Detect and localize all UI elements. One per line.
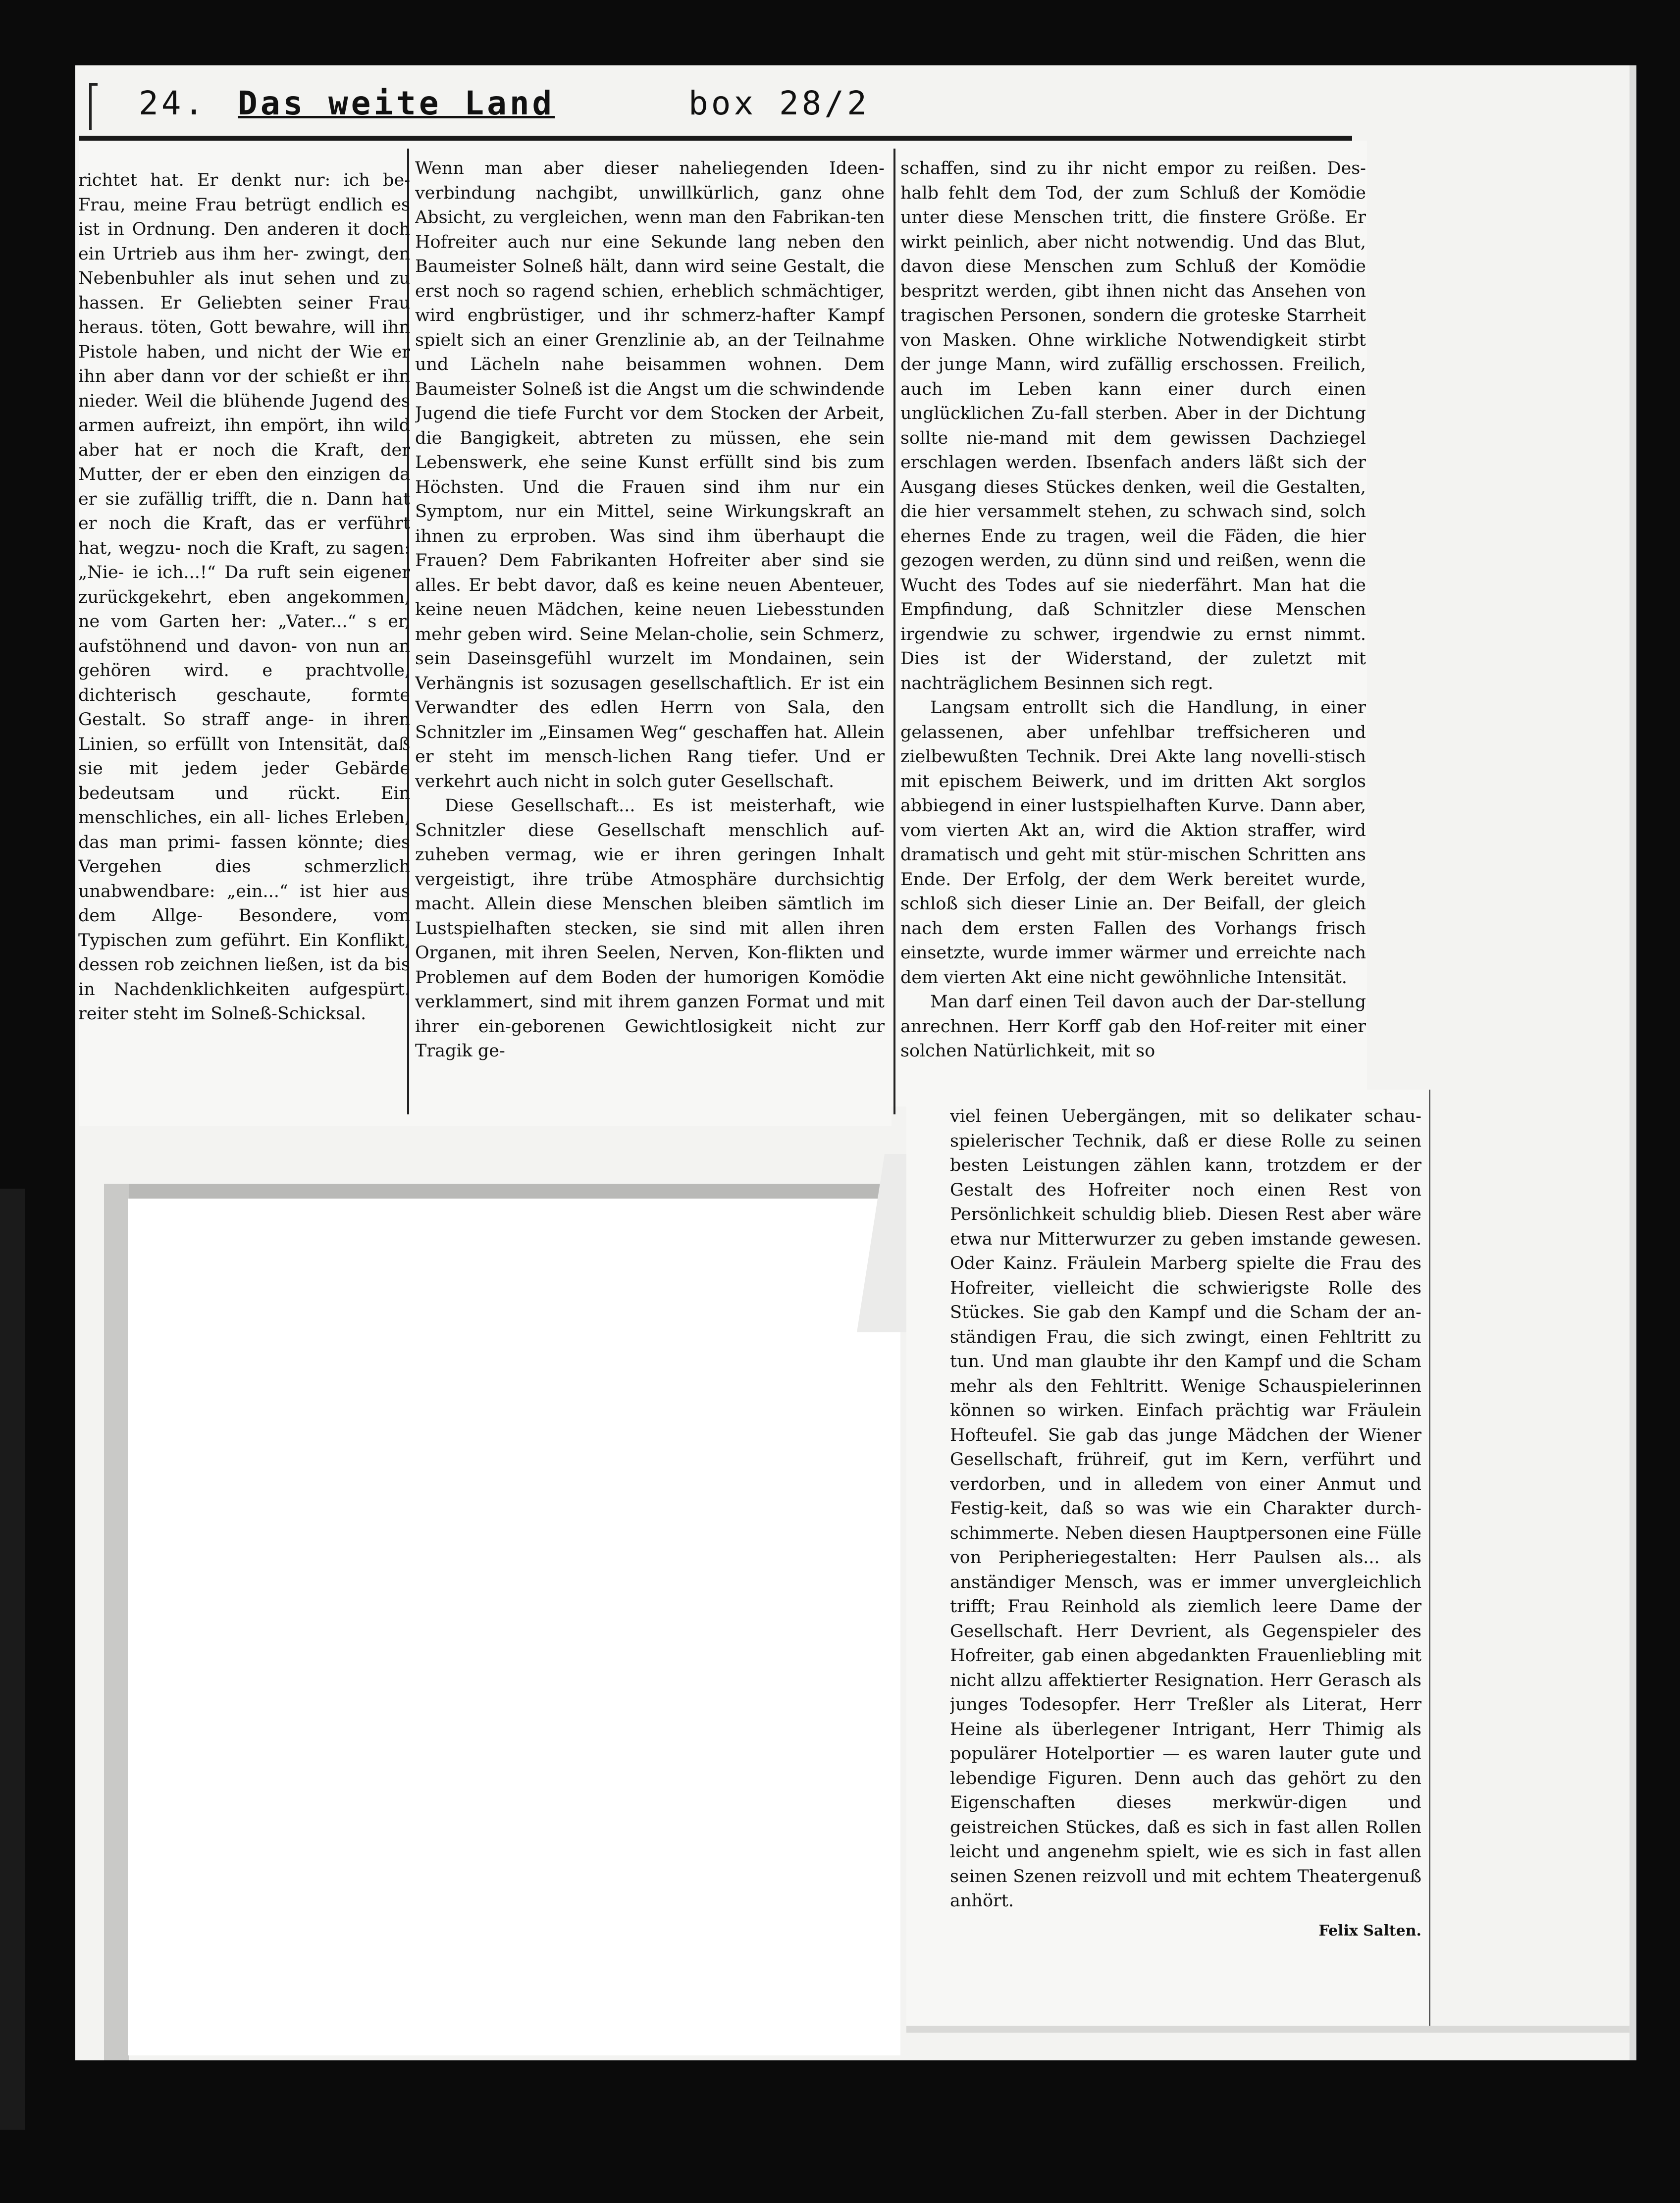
archive-header: [124, 84, 966, 134]
paragraph: Man darf einen Teil davon auch der Dar-stellung anrechnen. Herr Korff gab den Hof-reiter mit einer solchen Natürlichkeit, mit so: [900, 992, 1366, 1061]
paper-shadow: [104, 1184, 129, 2060]
article-column-3: [900, 157, 1366, 1083]
paragraph: schaffen, sind zu ihr nicht empor zu reißen. Des-halb fehlt dem Tod, der zum Schluß der Komödie unter diese Menschen tritt, die finstere Größe. Er wirkt peinlich, aber nicht notwendig. Und das Blut, davon diese Menschen zum Schluß der Komödie bespritzt werden, gibt ihnen nicht das Ansehen von tragischen Personen, sondern die groteske Starrheit von Masken. Ohne wirkliche Notwendigkeit stirbt der junge Mann, wird zufällig erschossen. Freilich, auch im Leben kann einer durch einen unglücklichen Zu-fall sterben. Aber in der Dichtung sollte nie-mand mit dem gewissen Dachziegel erschlagen werden. Ibsenfach anders läßt sich der Ausgang dieses Stückes denken, weil die Gestalten, die hier versammelt stehen, zu schwach sind, solch ehernes Ende zu tragen, weil die Fäden, die hier gezogen werden, zu dünn sind und reißen, wenn die Wucht des Todes auf sie niederfährt. Man hat die Empfindung, daß Schnitzler diese Menschen irgendwie zu schwer, irgendwie zu ernst nimmt. Dies ist der Widerstand, der zuletzt mit nachträglichem Besinnen sich regt.: [900, 158, 1366, 693]
column-rule: [893, 149, 895, 1114]
bracket-mark: [89, 83, 98, 130]
sheet-edge: [1629, 65, 1636, 2060]
article-column-4: [950, 1104, 1421, 2026]
paragraph: Langsam entrollt sich die Handlung, in einer gelassenen, aber unfehlbar treffsicheren und zielbewußten Technik. Drei Akte lang novelli-stisch mit epischem Beiwerk, und im dritten Akt sorglos abbiegend in einer lustspielhaften Kurve. Dann aber, vom vierten Akt an, wird die Aktion straffer, wird dramatisch und geht mit stür-mischen Schritten ans Ende. Der Erfolg, der dem Werk bereitet wurde, schloß sich dieser Linie an. Der Beifall, der gleich nach dem ersten Fallen des Vorhangs frisch einsetzte, wurde immer wärmer und erreichte nach dem vierten Akt eine nicht gewöhnliche Intensität.: [900, 698, 1366, 988]
blank-paper-area: [128, 1199, 900, 2055]
paper-edge: [906, 2026, 1629, 2033]
author-signature: Felix Salten.: [1318, 1922, 1421, 1940]
article-column-2: [415, 157, 885, 1122]
play-title: Das weite Land: [238, 84, 555, 122]
paragraph: viel feinen Uebergängen, mit so delikater schau-spielerischer Technik, daß er diese Rolle zu seinen besten Leistungen zählen kann, trotzdem er der Gestalt des Hofreiter noch einen Rest von Persönlichkeit schuldig blieb. Diesen Rest aber wäre etwa nur Mitterwurzer zu geben imstande gewesen. Oder Kainz. Fräulein Marberg spielte die Frau des Hofreiter, vielleicht die schwierigste Rolle des Stückes. Sie gab den Kampf und die Scham der an-ständigen Frau, die sich zwingt, einen Fehltritt zu tun. Und man glaubte ihr den Kampf und die Scham mehr als den Fehltritt. Wenige Schauspielerinnen können so wirken. Einfach prächtig war Fräulein Hofteufel. Sie gab das junge Mädchen der Wiener Gesellschaft, frühreif, gut im Kern, verführt und verdorben, und in alledem von einer Anmut und Festig-keit, daß so was wie ein Charakter durch-schimmerte. Neben diesen Hauptpersonen eine Fülle von Peripheriegestalten: Herr Paulsen als... als anständiger Mensch, was er immer unvergleichlich trifft; Frau Reinhold als ziemlich leere Dame der Gesellschaft. Herr Devrient, als Gegenspieler des Hofreiter, gab einen abgedankten Frauenliebling mit nicht allzu affektierter Resignation. Herr Gerasch als junges Todesopfer. Herr Treßler als Literat, Herr Heine als überlegener Intrigant, Herr Thimig als populärer Hotelportier — es waren lauter gute und lebendige Figuren. Denn auch das gehört zu den Eigenschaften dieses merkwür-digen und geistreichen Stückes, daß es sich in fast allen Rollen leicht und angenehm spielt, wie es sich in fast allen seinen Szenen reizvoll und mit echtem Theatergenuß anhört.: [950, 1106, 1421, 1911]
item-number: 24.: [139, 84, 207, 122]
scan-border: [0, 1189, 25, 2130]
paragraph: richtet hat. Er denkt nur: ich be- Frau, meine Frau betrügt endlich es ist in Ordnung. Den anderen it doch ein Urtrieb aus ihm her- zwingt, den Nebenbuhler als inut sehen und zu hassen. Er Geliebten seiner Frau heraus. töten, Gott bewahre, will ihn Pistole haben, und nicht der Wie er ihn aber dann vor der schießt er ihn nieder. Weil die blühende Jugend des armen aufreizt, ihn empört, ihn wild aber hat er noch die Kraft, der Mutter, der er eben den einzigen da er sie zufällig trifft, die n. Dann hat er noch die Kraft, das er verführt hat, wegzu- noch die Kraft, zu sagen: „Nie- ie ich...!“ Da ruft sein eigener zurückgekehrt, eben angekommen, ne vom Garten her: „Vater...“ s er, aufstöhnend und davon- von nun an gehören wird. e prachtvolle, dichterisch geschaute, formte Gestalt. So straff ange- in ihren Linien, so erfüllt von Intensität, daß sie mit jedem jeder Gebärde bedeutsam und rückt. Ein menschliches, ein all- liches Erleben, das man primi- fassen könnte; dies Vergehen dies schmerzlich unabwendbare: „ein...“ ist hier aus dem Allge- Besondere, vom Typischen zum geführt. Ein Konflikt, dessen rob zeichnen ließen, ist da bis in Nachdenklichkeiten aufgespürt. reiter steht im Solneß-Schicksal.: [78, 170, 410, 1024]
paragraph: Wenn man aber dieser naheliegenden Ideen-verbindung nachgibt, unwillkürlich, ganz ohne Absicht, zu vergleichen, wenn man den Fabrikan-ten Hofreiter auch nur eine Sekunde lang neben den Baumeister Solneß hält, dann wird seine Gestalt, die erst noch so ragend schien, erheblich schmächtiger, wird engbrüstiger, und ihr schmerz-hafter Kampf spielt sich an einer Grenzlinie ab, an der Teilnahme und Lächeln nahe beisammen wohnen. Dem Baumeister Solneß ist die Angst um die schwindende Jugend die tiefe Furcht vor dem Stocken der Arbeit, die Bangigkeit, abtreten zu müssen, ehe sein Lebenswerk, ehe seine Kunst erfüllt sind bis zum Höchsten. Und die Frauen sind ihm nur ein Symptom, nur ein Mittel, seine Wirkungskraft an ihnen zu erproben. Was sind ihm überhaupt die Frauen? Dem Fabrikanten Hofreiter aber sind sie alles. Er bebt davor, daß es keine neuen Abenteuer, keine neuen Mädchen, keine neuen Liebesstunden mehr geben wird. Seine Melan-cholie, sein Schmerz, sein Daseinsgefühl wurzelt im Mondainen, sein Verhängnis ist sozusagen gesellschaftlich. Er ist ein Verwandter des edlen Herrn von Sala, den Schnitzler im „Einsamen Weg“ geschaffen hat. Allein er steht im mensch-lichen Rang tiefer. Und er verkehrt auch nicht in solch guter Gesellschaft.: [415, 158, 885, 791]
article-column-1: [78, 168, 410, 1119]
paragraph: Diese Gesellschaft... Es ist meisterhaft, wie Schnitzler diese Gesellschaft menschlich auf-zuheben vermag, wie er ihren geringen Inhalt vergeistigt, ihre trübe Atmosphäre durchsichtig macht. Allein diese Menschen bleiben sämtlich im Lustspielhaften stecken, sie sind mit allen ihren Organen, mit ihren Seelen, Nerven, Kon-flikten und Problemen auf dem Boden der humorigen Komödie verklammert, sind mit ihrem ganzen Format und mit ihrer ein-geborenen Gewichtlosigkeit nicht zur Tragik ge-: [415, 796, 885, 1061]
box-label: box 28/2: [688, 84, 870, 122]
